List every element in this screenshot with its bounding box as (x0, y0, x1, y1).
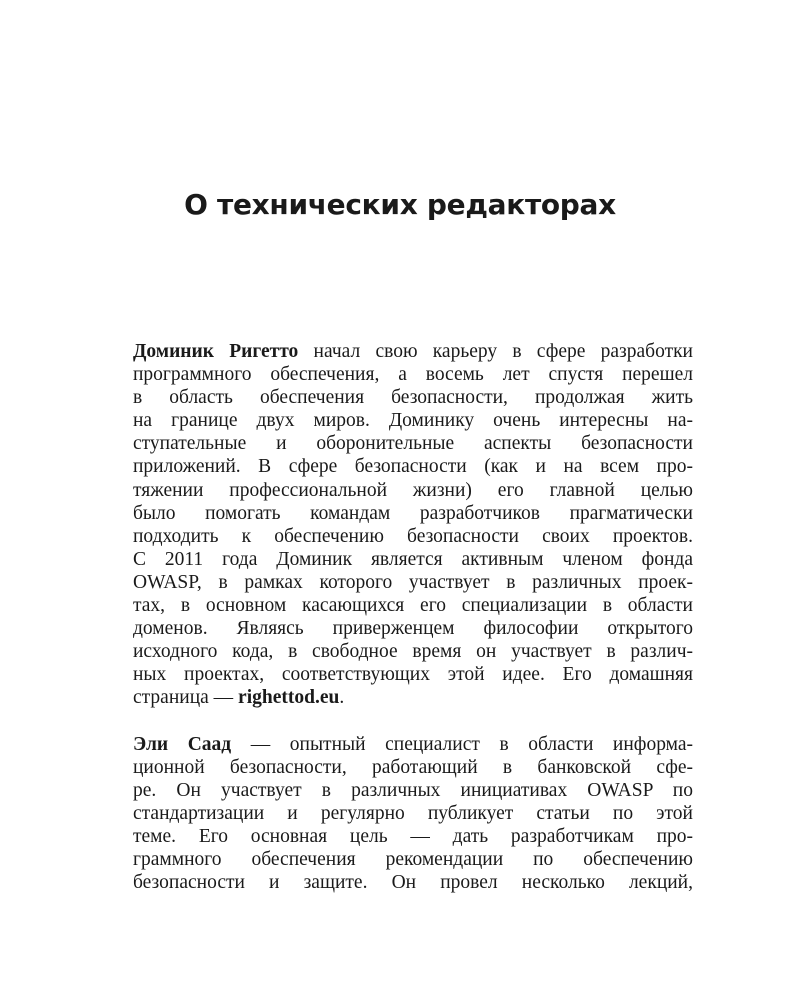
page-title: О технических редакторах (184, 188, 616, 221)
text-line: тах, в основном касающихся его специализации в области (133, 595, 693, 617)
text-line: безопасности и защите. Он провел несколько лекций, (133, 872, 693, 894)
text-line: было помогать командам разработчиков прагматически (133, 502, 693, 524)
text-line: доменов. Являясь приверженцем философии открытого (133, 618, 693, 640)
paragraph-saad (133, 733, 693, 895)
author-name: Эли Саад (133, 733, 232, 755)
text-line: страница — righettod.eu. (133, 687, 345, 709)
paragraph-righetto (133, 340, 693, 710)
text-line: в область обеспечения безопасности, продолжая жить (133, 387, 693, 409)
text-line: программного обеспечения, а восемь лет спустя перешел (133, 364, 693, 386)
text-line: теме. Его основная цель — дать разработчикам про- (133, 825, 693, 847)
text-line: тяжении профессиональной жизни) его главной целью (133, 479, 693, 501)
text-line: исходного кода, в свободное время он участвует в различ- (133, 641, 693, 663)
text-line: подходить к обеспечению безопасности своих проектов. (133, 525, 693, 547)
body-text (133, 340, 693, 894)
text-line: ступательные и оборонительные аспекты безопасности (133, 433, 693, 455)
text-line: Доминик Ригетто начал свою карьеру в сфере разработки (133, 341, 693, 362)
text-line: приложений. В сфере безопасности (как и на всем про- (133, 456, 693, 478)
text-line: С 2011 года Доминик является активным членом фонда (133, 548, 693, 570)
text-line: Эли Саад — опытный специалист в области информа- (133, 733, 693, 755)
text-line: ционной безопасности, работающий в банковской сфе- (133, 756, 693, 778)
text-line: на границе двух миров. Доминику очень интересны на- (133, 410, 693, 432)
text-line: граммного обеспечения рекомендации по обеспечению (133, 848, 693, 870)
text-line: ных проектах, соответствующих этой идее. Его домашняя (133, 664, 693, 686)
text-line: OWASP, в рамках которого участвует в различных проек- (133, 571, 693, 593)
homepage-link: righettod.eu (238, 687, 340, 709)
text-line: ре. Он участвует в различных инициативах OWASP по (133, 779, 693, 801)
text-line: стандартизации и регулярно публикует статьи по этой (133, 802, 693, 824)
author-name: Доминик Ригетто (133, 341, 299, 362)
